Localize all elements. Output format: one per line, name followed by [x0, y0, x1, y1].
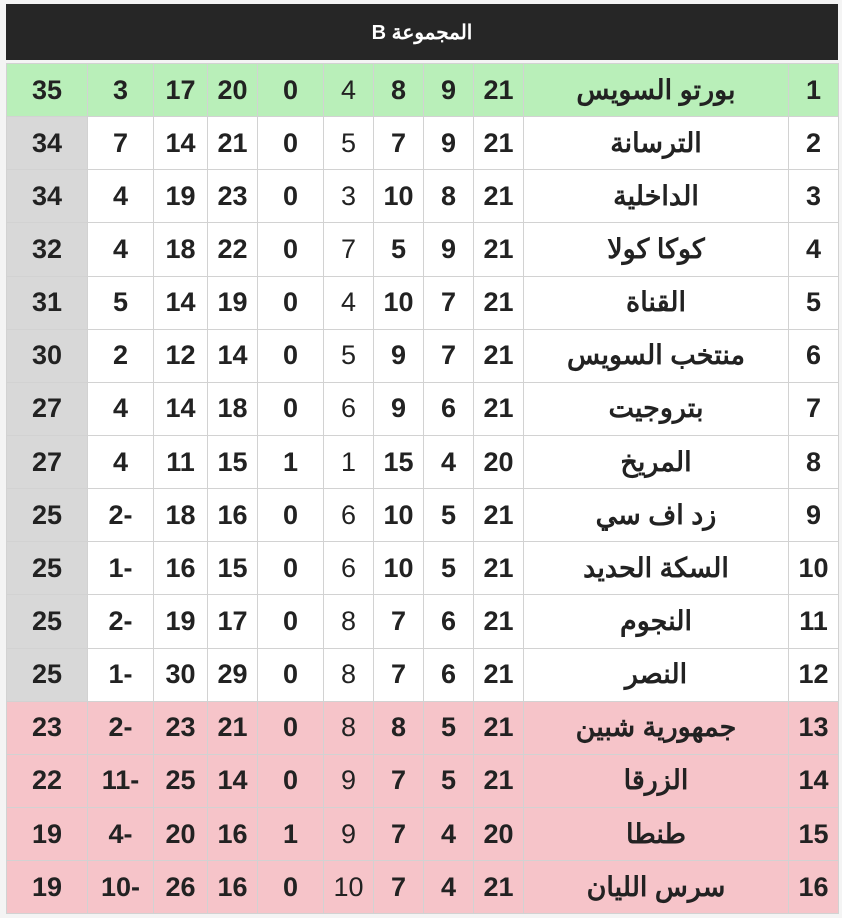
- points-cell: 32: [7, 223, 88, 276]
- goals-a-cell: 15: [208, 435, 258, 488]
- wins-cell: 4: [424, 861, 474, 914]
- goals-b-cell: 20: [154, 807, 208, 860]
- rank-cell: 1: [789, 64, 839, 117]
- losses-cell: 9: [324, 807, 374, 860]
- played-cell: 21: [474, 223, 524, 276]
- draws-cell: 10: [374, 489, 424, 542]
- goals-a-cell: 17: [208, 595, 258, 648]
- losses-cell: 4: [324, 64, 374, 117]
- wins-cell: 5: [424, 542, 474, 595]
- rank-cell: 9: [789, 489, 839, 542]
- goals-b-cell: 18: [154, 223, 208, 276]
- losses-cell: 1: [324, 435, 374, 488]
- losses-cell: 9: [324, 754, 374, 807]
- team-name-cell: زد اف سي: [524, 489, 789, 542]
- losses-cell: 10: [324, 861, 374, 914]
- points-cell: 25: [7, 542, 88, 595]
- goal-diff-cell: 4: [88, 170, 154, 223]
- goal-diff-cell: 2-: [88, 489, 154, 542]
- goal-diff-cell: 2-: [88, 701, 154, 754]
- goal-diff-cell: 2-: [88, 595, 154, 648]
- table-row: [7, 170, 839, 223]
- points-cell: 34: [7, 117, 88, 170]
- draws-cell: 7: [374, 117, 424, 170]
- extra-cell: 0: [258, 754, 324, 807]
- draws-cell: 8: [374, 64, 424, 117]
- draws-cell: 8: [374, 701, 424, 754]
- wins-cell: 9: [424, 64, 474, 117]
- wins-cell: 6: [424, 595, 474, 648]
- goal-diff-cell: 1-: [88, 648, 154, 701]
- goal-diff-cell: 1-: [88, 542, 154, 595]
- played-cell: 20: [474, 435, 524, 488]
- table-row: [7, 648, 839, 701]
- points-cell: 23: [7, 701, 88, 754]
- losses-cell: 8: [324, 648, 374, 701]
- played-cell: 21: [474, 64, 524, 117]
- goals-a-cell: 16: [208, 807, 258, 860]
- group-title: المجموعة B: [371, 21, 473, 44]
- goals-b-cell: 30: [154, 648, 208, 701]
- played-cell: 21: [474, 329, 524, 382]
- wins-cell: 4: [424, 807, 474, 860]
- points-cell: 35: [7, 64, 88, 117]
- goals-a-cell: 20: [208, 64, 258, 117]
- rank-cell: 14: [789, 754, 839, 807]
- rank-cell: 16: [789, 861, 839, 914]
- draws-cell: 9: [374, 382, 424, 435]
- standings-table: [6, 63, 839, 914]
- goals-a-cell: 23: [208, 170, 258, 223]
- wins-cell: 6: [424, 648, 474, 701]
- points-cell: 25: [7, 648, 88, 701]
- draws-cell: 10: [374, 542, 424, 595]
- draws-cell: 9: [374, 329, 424, 382]
- draws-cell: 7: [374, 754, 424, 807]
- extra-cell: 0: [258, 382, 324, 435]
- draws-cell: 7: [374, 595, 424, 648]
- team-name-cell: بورتو السويس: [524, 64, 789, 117]
- extra-cell: 0: [258, 701, 324, 754]
- team-name-cell: بتروجيت: [524, 382, 789, 435]
- extra-cell: 0: [258, 329, 324, 382]
- goal-diff-cell: 11-: [88, 754, 154, 807]
- points-cell: 27: [7, 382, 88, 435]
- wins-cell: 6: [424, 382, 474, 435]
- played-cell: 21: [474, 542, 524, 595]
- table-row: [7, 542, 839, 595]
- draws-cell: 10: [374, 276, 424, 329]
- table-row: [7, 701, 839, 754]
- goals-a-cell: 14: [208, 754, 258, 807]
- goals-b-cell: 14: [154, 117, 208, 170]
- losses-cell: 5: [324, 329, 374, 382]
- played-cell: 21: [474, 489, 524, 542]
- rank-cell: 3: [789, 170, 839, 223]
- points-cell: 22: [7, 754, 88, 807]
- draws-cell: 7: [374, 648, 424, 701]
- goals-b-cell: 11: [154, 435, 208, 488]
- extra-cell: 0: [258, 542, 324, 595]
- losses-cell: 7: [324, 223, 374, 276]
- table-row: [7, 595, 839, 648]
- played-cell: 21: [474, 595, 524, 648]
- goal-diff-cell: 2: [88, 329, 154, 382]
- team-name-cell: جمهورية شبين: [524, 701, 789, 754]
- extra-cell: 0: [258, 223, 324, 276]
- rank-cell: 4: [789, 223, 839, 276]
- wins-cell: 9: [424, 223, 474, 276]
- points-cell: 19: [7, 861, 88, 914]
- table-row: [7, 807, 839, 860]
- wins-cell: 5: [424, 701, 474, 754]
- played-cell: 20: [474, 807, 524, 860]
- group-header: [6, 4, 838, 60]
- goal-diff-cell: 10-: [88, 861, 154, 914]
- goals-b-cell: 17: [154, 64, 208, 117]
- points-cell: 25: [7, 489, 88, 542]
- goals-a-cell: 29: [208, 648, 258, 701]
- extra-cell: 0: [258, 489, 324, 542]
- losses-cell: 8: [324, 701, 374, 754]
- team-name-cell: منتخب السويس: [524, 329, 789, 382]
- rank-cell: 5: [789, 276, 839, 329]
- played-cell: 21: [474, 861, 524, 914]
- goals-b-cell: 19: [154, 170, 208, 223]
- draws-cell: 10: [374, 170, 424, 223]
- table-row: [7, 64, 839, 117]
- draws-cell: 5: [374, 223, 424, 276]
- points-cell: 27: [7, 435, 88, 488]
- goals-a-cell: 16: [208, 489, 258, 542]
- goals-a-cell: 14: [208, 329, 258, 382]
- rank-cell: 15: [789, 807, 839, 860]
- team-name-cell: القناة: [524, 276, 789, 329]
- team-name-cell: طنطا: [524, 807, 789, 860]
- table-row: [7, 489, 839, 542]
- table-row: [7, 382, 839, 435]
- goals-b-cell: 18: [154, 489, 208, 542]
- losses-cell: 5: [324, 117, 374, 170]
- goals-b-cell: 25: [154, 754, 208, 807]
- goals-b-cell: 23: [154, 701, 208, 754]
- points-cell: 30: [7, 329, 88, 382]
- goal-diff-cell: 7: [88, 117, 154, 170]
- rank-cell: 13: [789, 701, 839, 754]
- table-row: [7, 329, 839, 382]
- rank-cell: 7: [789, 382, 839, 435]
- wins-cell: 8: [424, 170, 474, 223]
- rank-cell: 10: [789, 542, 839, 595]
- played-cell: 21: [474, 170, 524, 223]
- extra-cell: 1: [258, 435, 324, 488]
- rank-cell: 12: [789, 648, 839, 701]
- goals-a-cell: 21: [208, 117, 258, 170]
- goals-b-cell: 12: [154, 329, 208, 382]
- extra-cell: 1: [258, 807, 324, 860]
- losses-cell: 6: [324, 542, 374, 595]
- rank-cell: 8: [789, 435, 839, 488]
- table-row: [7, 861, 839, 914]
- losses-cell: 6: [324, 382, 374, 435]
- rank-cell: 11: [789, 595, 839, 648]
- losses-cell: 4: [324, 276, 374, 329]
- wins-cell: 5: [424, 489, 474, 542]
- goal-diff-cell: 4: [88, 382, 154, 435]
- goal-diff-cell: 4: [88, 435, 154, 488]
- goals-b-cell: 14: [154, 382, 208, 435]
- losses-cell: 6: [324, 489, 374, 542]
- team-name-cell: السكة الحديد: [524, 542, 789, 595]
- team-name-cell: الترسانة: [524, 117, 789, 170]
- extra-cell: 0: [258, 861, 324, 914]
- wins-cell: 9: [424, 117, 474, 170]
- points-cell: 19: [7, 807, 88, 860]
- table-row: [7, 223, 839, 276]
- losses-cell: 8: [324, 595, 374, 648]
- table-row: [7, 276, 839, 329]
- points-cell: 34: [7, 170, 88, 223]
- wins-cell: 7: [424, 329, 474, 382]
- goals-b-cell: 26: [154, 861, 208, 914]
- draws-cell: 7: [374, 861, 424, 914]
- table-row: [7, 117, 839, 170]
- rank-cell: 2: [789, 117, 839, 170]
- played-cell: 21: [474, 117, 524, 170]
- team-name-cell: كوكا كولا: [524, 223, 789, 276]
- goals-a-cell: 18: [208, 382, 258, 435]
- extra-cell: 0: [258, 64, 324, 117]
- extra-cell: 0: [258, 276, 324, 329]
- wins-cell: 4: [424, 435, 474, 488]
- extra-cell: 0: [258, 170, 324, 223]
- team-name-cell: النجوم: [524, 595, 789, 648]
- played-cell: 21: [474, 648, 524, 701]
- goals-a-cell: 19: [208, 276, 258, 329]
- played-cell: 21: [474, 701, 524, 754]
- played-cell: 21: [474, 754, 524, 807]
- goals-b-cell: 14: [154, 276, 208, 329]
- goals-b-cell: 19: [154, 595, 208, 648]
- goal-diff-cell: 4-: [88, 807, 154, 860]
- goal-diff-cell: 5: [88, 276, 154, 329]
- table-row: [7, 754, 839, 807]
- goals-a-cell: 15: [208, 542, 258, 595]
- table-row: [7, 435, 839, 488]
- extra-cell: 0: [258, 595, 324, 648]
- extra-cell: 0: [258, 648, 324, 701]
- team-name-cell: الزرقا: [524, 754, 789, 807]
- extra-cell: 0: [258, 117, 324, 170]
- wins-cell: 7: [424, 276, 474, 329]
- points-cell: 31: [7, 276, 88, 329]
- rank-cell: 6: [789, 329, 839, 382]
- goal-diff-cell: 3: [88, 64, 154, 117]
- team-name-cell: النصر: [524, 648, 789, 701]
- goals-a-cell: 16: [208, 861, 258, 914]
- goals-a-cell: 21: [208, 701, 258, 754]
- team-name-cell: الداخلية: [524, 170, 789, 223]
- losses-cell: 3: [324, 170, 374, 223]
- draws-cell: 15: [374, 435, 424, 488]
- team-name-cell: سرس الليان: [524, 861, 789, 914]
- played-cell: 21: [474, 382, 524, 435]
- goals-a-cell: 22: [208, 223, 258, 276]
- team-name-cell: المريخ: [524, 435, 789, 488]
- goal-diff-cell: 4: [88, 223, 154, 276]
- played-cell: 21: [474, 276, 524, 329]
- draws-cell: 7: [374, 807, 424, 860]
- goals-b-cell: 16: [154, 542, 208, 595]
- wins-cell: 5: [424, 754, 474, 807]
- points-cell: 25: [7, 595, 88, 648]
